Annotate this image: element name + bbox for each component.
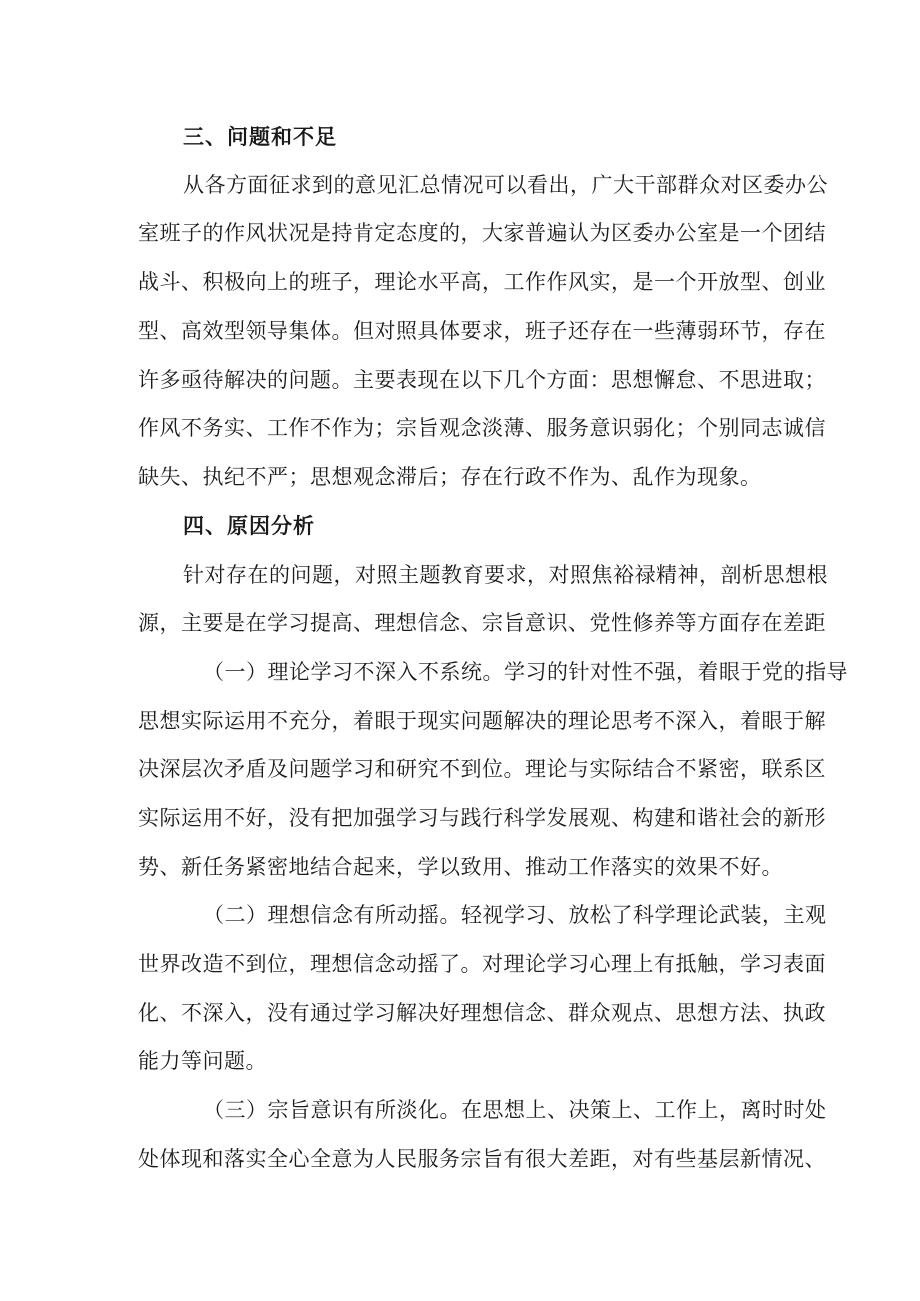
item-2-line-3: 化、不深入，没有通过学习解决好理想信念、群众观点、思想方法、执政 — [138, 1001, 826, 1025]
item-2-line-2: 世界改造不到位，理想信念动摇了。对理论学习心理上有抵触，学习表面 — [138, 952, 826, 976]
item-3-line-1: （三）宗旨意识有所淡化。在思想上、决策上、工作上，离时时处 — [203, 1098, 827, 1122]
item-1-line-1: （一）理论学习不深入不系统。学习的针对性不强，着眼于党的指导 — [203, 660, 848, 684]
section-4-intro-line-2: 源，主要是在学习提高、理想信念、宗旨意识、党性修养等方面存在差距 — [138, 611, 826, 635]
section-4-heading: 四、原因分析 — [183, 513, 315, 538]
item-1-line-4: 实际运用不好，没有把加强学习与践行科学发展观、构建和谐社会的新形 — [138, 806, 826, 830]
item-1-line-2: 思想实际运用不充分，着眼于现实问题解决的理论思考不深入，着眼于解 — [138, 709, 826, 733]
item-2-line-1: （二）理想信念有所动摇。轻视学习、放松了科学理论武装，主观 — [203, 903, 827, 927]
section-3-line-6: 作风不务实、工作不作为；宗旨观念淡薄、服务意识弱化；个别同志诚信 — [138, 416, 826, 440]
section-3-line-1: 从各方面征求到的意见汇总情况可以看出，广大干部群众对区委办公 — [183, 173, 828, 197]
section-3-line-3: 战斗、积极向上的班子，理论水平高，工作作风实，是一个开放型、创业 — [138, 270, 826, 294]
section-4-intro-line-1: 针对存在的问题，对照主题教育要求，对照焦裕禄精神，剖析思想根 — [183, 563, 828, 587]
item-1-line-3: 决深层次矛盾及问题学习和研究不到位。理论与实际结合不紧密，联系区 — [138, 757, 826, 781]
section-3-heading: 三、问题和不足 — [183, 124, 337, 149]
section-3-line-4: 型、高效型领导集体。但对照具体要求，班子还存在一些薄弱环节，存在 — [138, 319, 826, 343]
section-3-line-5: 许多亟待解决的问题。主要表现在以下几个方面：思想懈怠、不思进取； — [138, 368, 826, 392]
item-2-line-4: 能力等问题。 — [138, 1049, 267, 1073]
section-3-line-7: 缺失、执纪不严；思想观念滞后；存在行政不作为、乱作为现象。 — [138, 465, 762, 489]
item-3-line-2: 处体现和落实全心全意为人民服务宗旨有很大差距，对有些基层新情况、 — [138, 1147, 826, 1171]
item-1-line-5: 势、新任务紧密地结合起来，学以致用、推动工作落实的效果不好。 — [138, 855, 783, 879]
section-3-line-2: 室班子的作风状况是持肯定态度的，大家普遍认为区委办公室是一个团结 — [138, 221, 826, 245]
